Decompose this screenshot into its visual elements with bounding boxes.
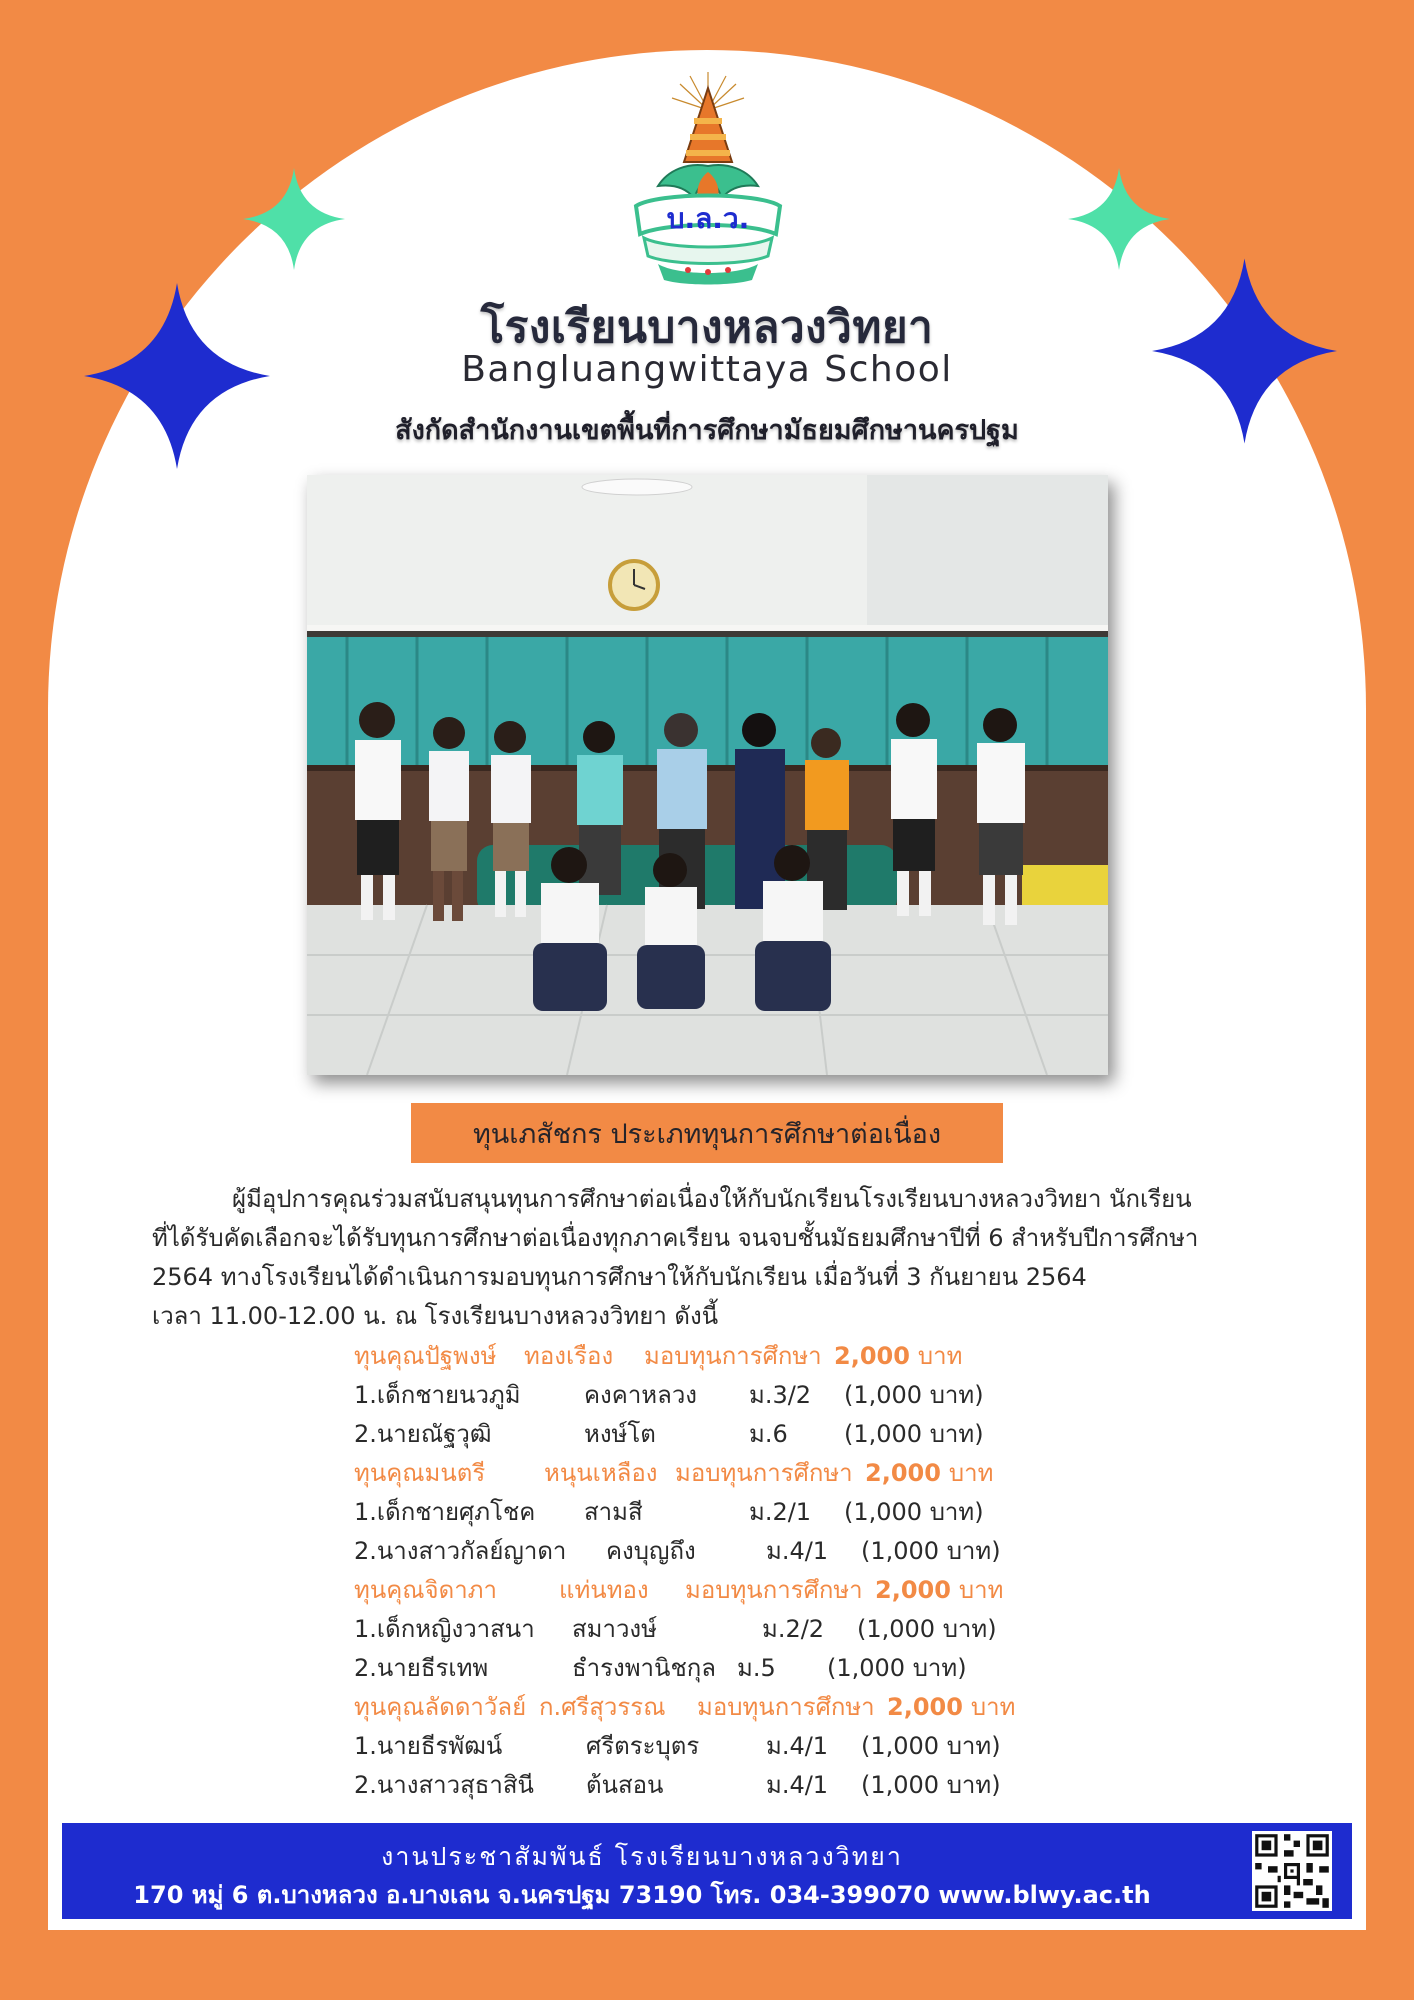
student-grade: ม.3/2 [749,1381,812,1409]
student-name: 1.เด็กชายนวภูมิ [354,1381,521,1409]
award-amount: 2,000 [887,1693,963,1721]
student-surname: ศรีตระบุตร [586,1732,700,1760]
school-name-thai: โรงเรียนบางหลวงวิทยา [480,302,934,353]
donor-last-name: แท่นทอง [559,1576,649,1604]
fund-header [354,1571,1154,1610]
green-sparkle-left-icon [243,162,345,276]
student-name: 1.เด็กหญิงวาสนา [354,1615,535,1643]
donor-first-name: ทุนคุณมนตรี [354,1459,486,1487]
student-row [354,1766,1154,1805]
student-row [354,1493,1154,1532]
award-amount: 2,000 [834,1342,910,1370]
school-affiliation: สังกัดสำนักงานเขตพื้นที่การศึกษามัธยมศึกษานครปฐม [395,415,1019,446]
scholarship-title-banner: ทุนเภสัชกร ประเภททุนการศึกษาต่อเนื่อง [411,1103,1003,1163]
student-surname: ต้นสอน [586,1771,664,1799]
donor-last-name: ก.ศรีสุวรรณ [539,1693,666,1721]
student-row [354,1610,1154,1649]
student-amount: (1,000 บาท) [861,1732,1001,1760]
student-row [354,1376,1154,1415]
student-name: 2.นางสาวสุธาสินี [354,1771,534,1799]
footer-department: งานประชาสัมพันธ์ โรงเรียนบางหลวงวิทยา [381,1842,903,1871]
donor-first-name: ทุนคุณปัฐพงษ์ [354,1342,497,1370]
qr-code-icon[interactable] [1252,1831,1332,1911]
school-logo [628,70,788,285]
fund-header [354,1688,1154,1727]
student-grade: ม.6 [749,1420,788,1448]
student-row [354,1415,1154,1454]
logo-text: บ.ล.ว. [666,202,750,235]
student-surname: คงคาหลวง [584,1381,698,1409]
award-text: มอบทุนการศึกษา [697,1693,875,1721]
student-surname: สมาวงษ์ [572,1615,657,1643]
student-name: 1.เด็กชายศุภโชค [354,1498,536,1526]
award-amount: 2,000 [875,1576,951,1604]
donor-first-name: ทุนคุณลัดดาวัลย์ [354,1693,527,1721]
student-amount: (1,000 บาท) [827,1654,967,1682]
student-surname: คงบุญถึง [606,1537,696,1565]
award-text: มอบทุนการศึกษา [685,1576,863,1604]
student-amount: (1,000 บาท) [844,1420,984,1448]
student-amount: (1,000 บาท) [857,1615,997,1643]
student-row [354,1649,1154,1688]
donor-first-name: ทุนคุณจิดาภา [354,1576,497,1604]
intro-line-1: ผู้มีอุปการคุณร่วมสนับสนุนทุนการศึกษาต่อเนื่องให้กับนักเรียนโรงเรียนบางหลวงวิทยา นักเรียน [232,1185,1192,1213]
award-unit: บาท [948,1459,994,1487]
award-unit: บาท [970,1693,1016,1721]
intro-line-4: เวลา 11.00-12.00 น. ณ โรงเรียนบางหลวงวิทยา ดังนี้ [152,1302,719,1330]
award-unit: บาท [917,1342,963,1370]
school-name-english: Bangluangwittaya School [461,349,953,390]
award-text: มอบทุนการศึกษา [644,1342,822,1370]
student-row [354,1532,1154,1571]
donor-last-name: ทองเรือง [524,1342,614,1370]
student-grade: ม.2/2 [762,1615,825,1643]
student-grade: ม.4/1 [766,1732,829,1760]
fund-header [354,1454,1154,1493]
student-grade: ม.5 [737,1654,776,1682]
intro-line-3: 2564 ทางโรงเรียนได้ดำเนินการมอบทุนการศึกษาให้กับนักเรียน เมื่อวันที่ 3 กันยายน 2564 [152,1263,1087,1291]
scholarship-list [354,1337,1154,1805]
student-grade: ม.4/1 [766,1771,829,1799]
student-amount: (1,000 บาท) [861,1771,1001,1799]
student-amount: (1,000 บาท) [861,1537,1001,1565]
award-amount: 2,000 [865,1459,941,1487]
student-amount: (1,000 บาท) [844,1498,984,1526]
student-surname: สามสี [584,1498,643,1526]
student-row [354,1727,1154,1766]
group-photo [307,475,1108,1075]
footer-bar [62,1823,1352,1919]
student-grade: ม.4/1 [766,1537,829,1565]
intro-paragraph [152,1180,1272,1336]
student-name: 2.นางสาวกัลย์ญาดา [354,1537,567,1565]
student-name: 1.นายธีรพัฒน์ [354,1732,503,1760]
student-surname: หงษ์โต [584,1420,656,1448]
fund-header [354,1337,1154,1376]
donor-last-name: หนุนเหลือง [544,1459,658,1487]
student-name: 2.นายธีรเทพ [354,1654,489,1682]
intro-line-2: ที่ได้รับคัดเลือกจะได้รับทุนการศึกษาต่อเนื่องทุกภาคเรียน จนจบชั้นมัธยมศึกษาปีที่ 6 สำหรับปีการศึกษา [152,1224,1199,1252]
award-unit: บาท [958,1576,1004,1604]
student-name: 2.นายณัฐวุฒิ [354,1420,492,1448]
student-amount: (1,000 บาท) [844,1381,984,1409]
award-text: มอบทุนการศึกษา [675,1459,853,1487]
student-surname: ธำรงพานิชกุล [572,1654,716,1682]
student-grade: ม.2/1 [749,1498,812,1526]
footer-contact: 170 หมู่ 6 ต.บางหลวง อ.บางเลน จ.นครปฐม 73190 โทร. 034-399070 www.blwy.ac.th [133,1881,1151,1909]
